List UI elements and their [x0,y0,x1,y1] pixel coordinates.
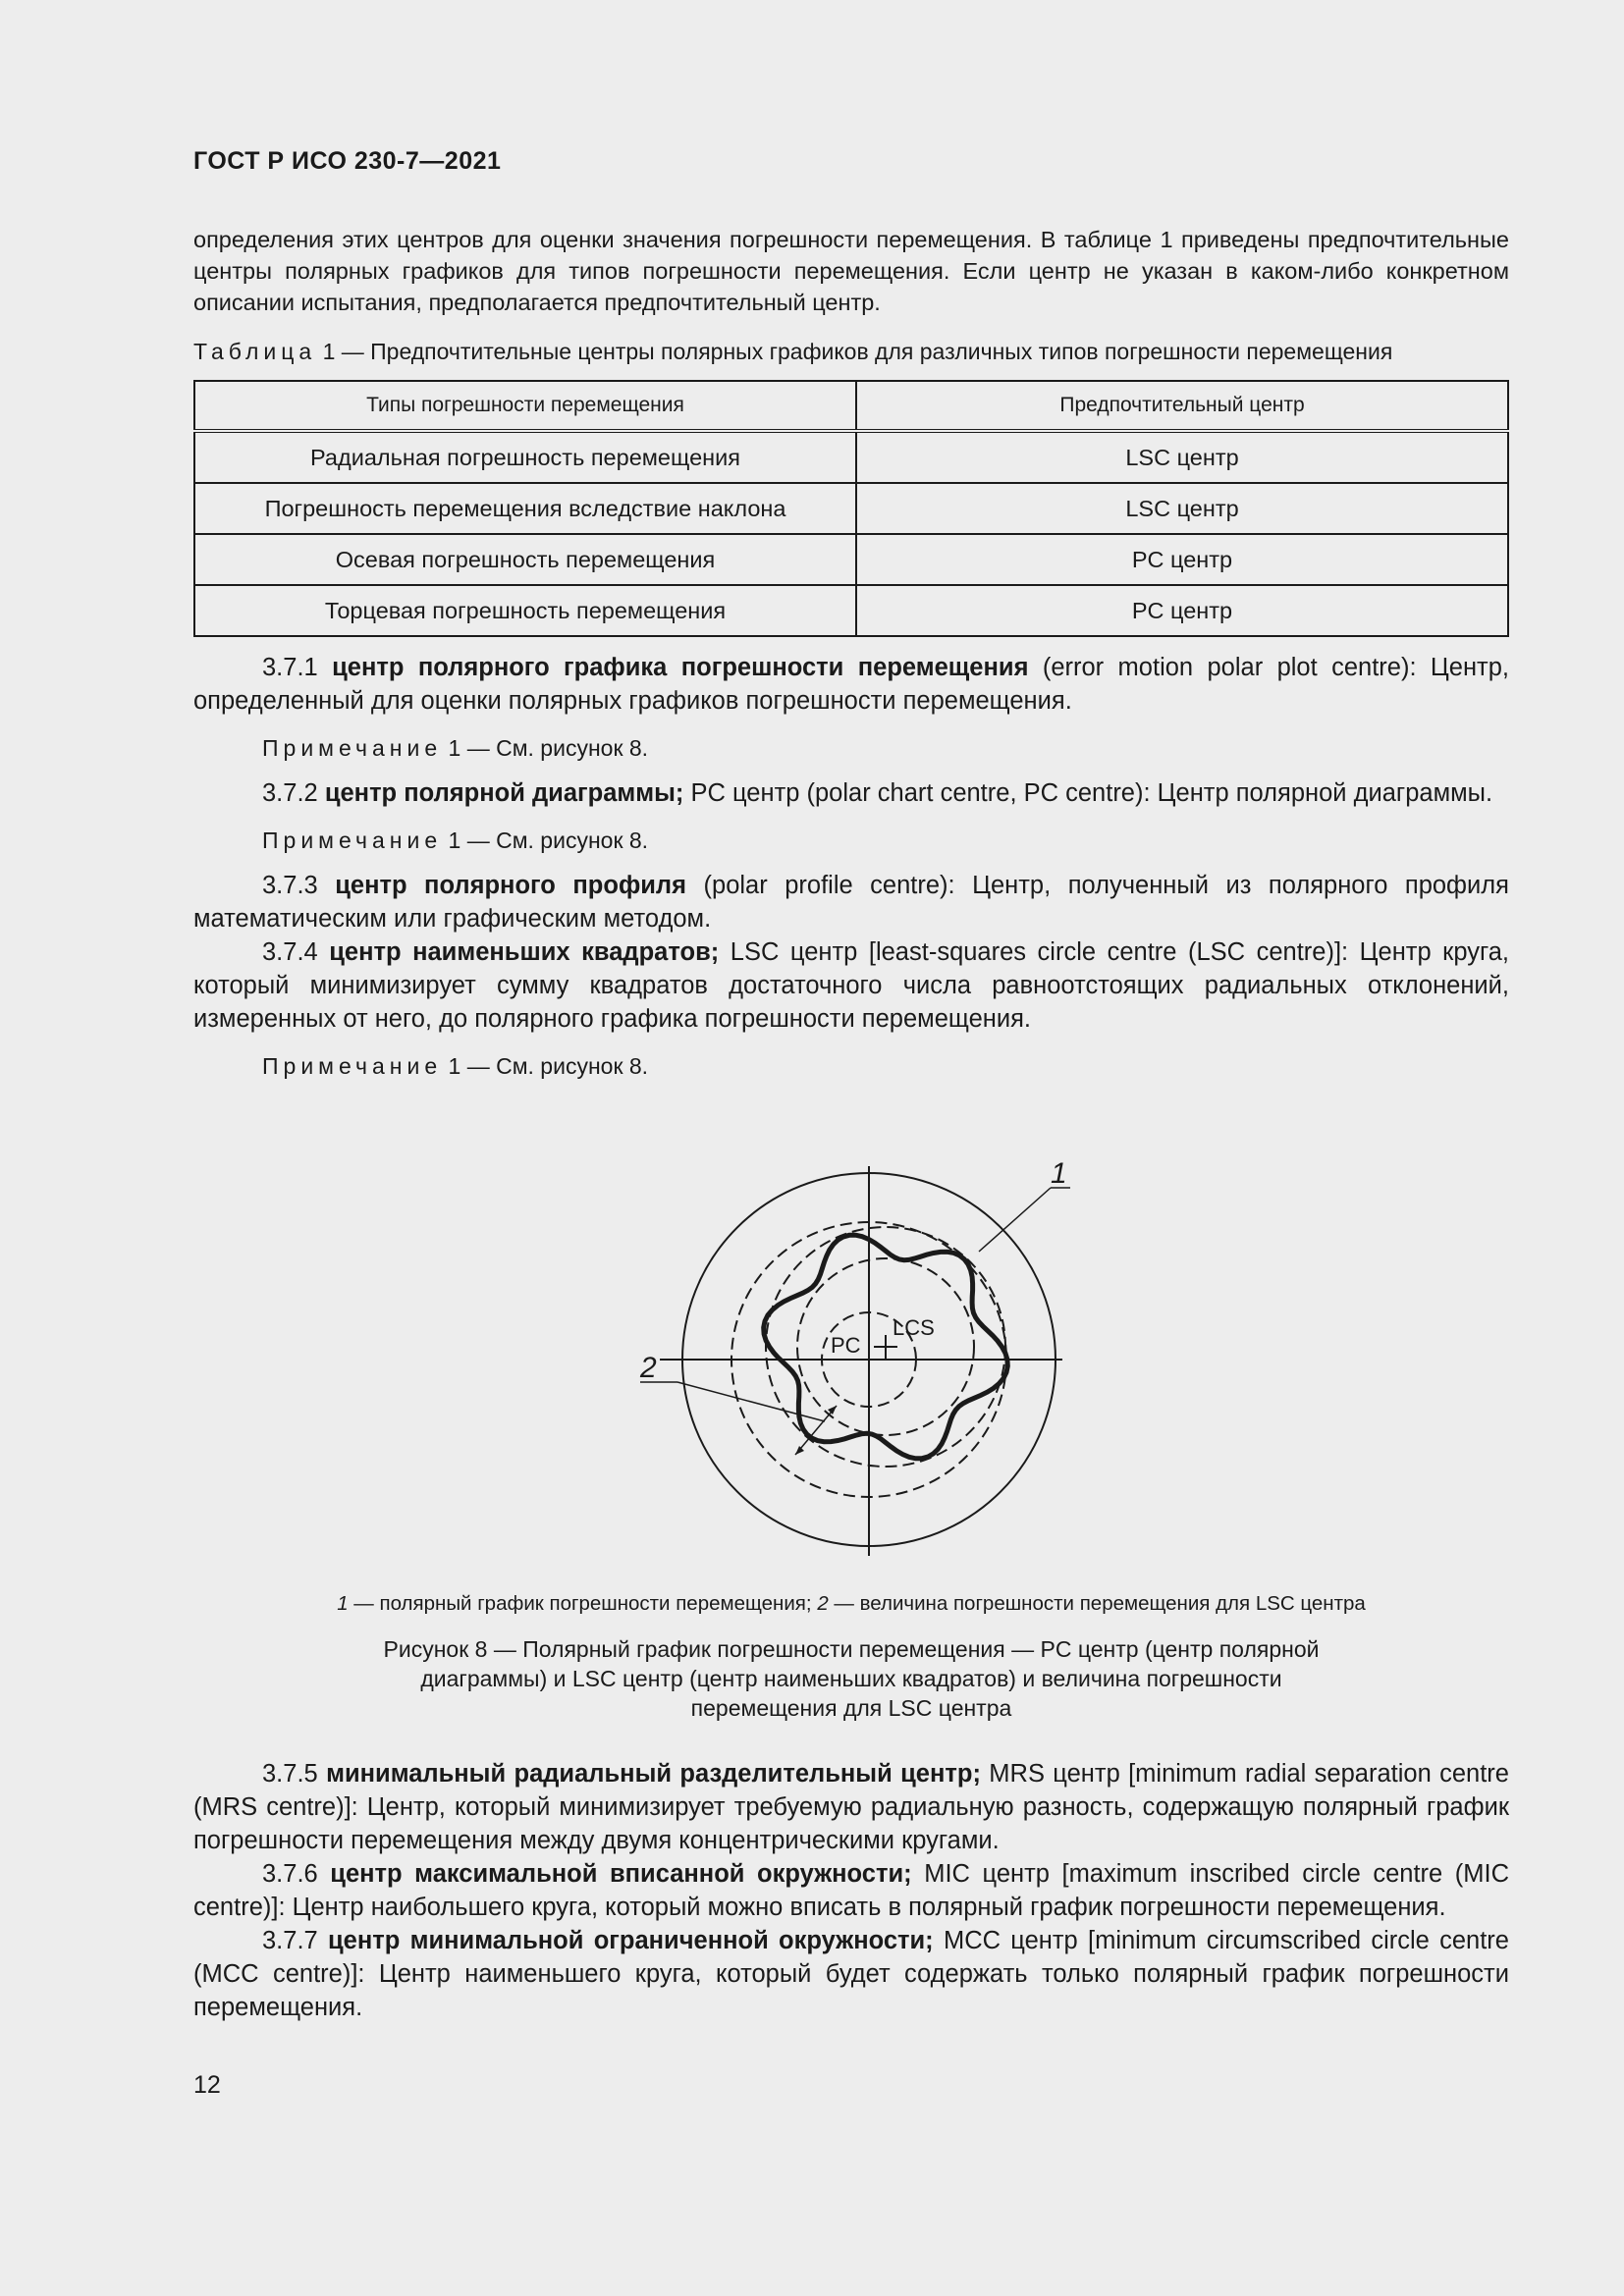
definition-number: 3.7.7 [262,1927,328,1954]
table-header-row [194,381,1508,431]
standard-header: ГОСТ Р ИСО 230-7—2021 [193,147,502,175]
table-caption-text: 1 — Предпочтительные центры полярных графиков для различных типов погрешности перемещения [316,339,1393,364]
figure-caption-line: диаграммы) и LSC центр (центр наименьших квадратов) и величина погрешности [420,1666,1282,1691]
definition-text: LSC центр [least-squares circle centre (LSC centre)]: Центр круга, который минимизирует сумму квадратов достаточного числа равноотстоящих радиальных отклонений, измеренных от него, до полярного графика погрешности перемещения. [193,938,1509,1033]
note [193,1049,1509,1083]
figure-legend [193,1592,1509,1616]
definition-3-7-3 [193,869,1509,935]
table-row [194,534,1508,585]
note [193,731,1509,765]
figure-caption-line: Рисунок 8 — Полярный график погрешности перемещения — PC центр (центр полярной [383,1636,1320,1662]
polar-plot-diagram [628,1148,1080,1561]
definition-number: 3.7.1 [262,654,333,681]
callout-2-label: 2 [640,1352,657,1384]
definition-text: MCC центр [minimum circumscribed circle centre (MCC centre)]: Центр наименьшего круга, который будет содержать только полярный график погрешности перемещения. [193,1927,1509,2021]
definition-3-7-2 [193,776,1509,810]
definition-text: MIC центр [maximum inscribed circle centre (MIC centre)]: Центр наибольшего круга, который можно вписать в полярный график погрешности перемещения. [193,1860,1509,1921]
definition-3-7-6 [193,1857,1509,1924]
table-row [194,483,1508,534]
table-row [194,585,1508,636]
note [193,824,1509,857]
definition-3-7-4 [193,935,1509,1036]
definition-number: 3.7.6 [262,1860,331,1888]
table-caption [193,339,1509,365]
figure-caption [193,1634,1509,1723]
page-number: 12 [193,2071,221,2099]
definition-text: (error motion polar plot centre): Центр, определенный для оценки полярных графиков погрешности перемещения. [193,654,1509,715]
definition-number: 3.7.3 [262,872,336,899]
callout-1-label: 1 [1051,1157,1067,1190]
definition-3-7-1 [193,651,1509,718]
table-cell: LSC центр [856,431,1508,483]
definition-term: центр минимальной ограниченной окружности; [327,1927,934,1954]
definition-term: центр наименьших квадратов; [329,938,720,966]
legend-text-1: — полярный график погрешности перемещения; [348,1592,818,1615]
definition-number: 3.7.5 [262,1760,327,1788]
definition-number: 3.7.4 [262,938,330,966]
note-label: Примечание [262,1053,443,1079]
table-cell: Торцевая погрешность перемещения [194,585,856,636]
dimension-arrow-top [828,1406,837,1415]
intro-text: определения этих центров для оценки значения погрешности перемещения. В таблице 1 приведены предпочтительные центры полярных графиков для типов погрешности перемещения. Если центр не указан в каком-либо конкретном описании испытания, предполагается предпочтительный центр. [193,227,1509,315]
definition-3-7-5 [193,1757,1509,1857]
definition-text: (polar profile centre): Центр, полученный из полярного профиля математическим или графическим методом. [193,872,1509,933]
lcs-label: LCS [893,1315,935,1340]
note-label: Примечание [262,735,443,761]
legend-number-1: 1 [337,1592,349,1615]
dimension-arrow-bottom [795,1446,804,1455]
preferred-centres-table [193,380,1509,637]
legend-text-2: — величина погрешности перемещения для LSC центра [828,1592,1366,1615]
table-caption-label: Таблица [193,339,317,364]
intro-paragraph [193,224,1509,318]
table-header-cell: Типы погрешности перемещения [194,381,856,431]
pc-label: PC [831,1333,861,1358]
definition-number: 3.7.2 [262,779,325,807]
table-header-cell: Предпочтительный центр [856,381,1508,431]
definition-text: MRS центр [minimum radial separation centre (MRS centre)]: Центр, который минимизирует требуемую радиальную разность, содержащую полярный график погрешности перемещения между двумя концентрическими кругами. [193,1760,1509,1854]
note-text: 1 — См. рисунок 8. [442,735,649,761]
table-cell: Погрешность перемещения вследствие наклона [194,483,856,534]
table-cell: Радиальная погрешность перемещения [194,431,856,483]
definitions-block-1 [193,651,1509,1083]
definition-3-7-7 [193,1924,1509,2024]
note-label: Примечание [262,828,443,853]
table-cell: LSC центр [856,483,1508,534]
note-text: 1 — См. рисунок 8. [442,828,649,853]
definition-term: центр полярного графика погрешности перемещения [332,654,1029,681]
definition-text: PC центр (polar chart centre, PC centre): Центр полярной диаграммы. [683,779,1493,807]
definition-term: центр полярного профиля [335,872,687,899]
table-row [194,431,1508,483]
definition-term: центр максимальной вписанной окружности; [330,1860,912,1888]
note-text: 1 — См. рисунок 8. [442,1053,649,1079]
definitions-block-2 [193,1757,1509,2024]
figure-caption-line: перемещения для LSC центра [690,1695,1012,1721]
definition-term: центр полярной диаграммы; [324,779,684,807]
legend-number-2: 2 [817,1592,829,1615]
callout-2-leader [677,1382,825,1421]
table-cell: PC центр [856,585,1508,636]
definition-term: минимальный радиальный разделительный центр; [326,1760,981,1788]
table-cell: Осевая погрешность перемещения [194,534,856,585]
figure-8 [628,1148,1080,1561]
table-cell: PC центр [856,534,1508,585]
